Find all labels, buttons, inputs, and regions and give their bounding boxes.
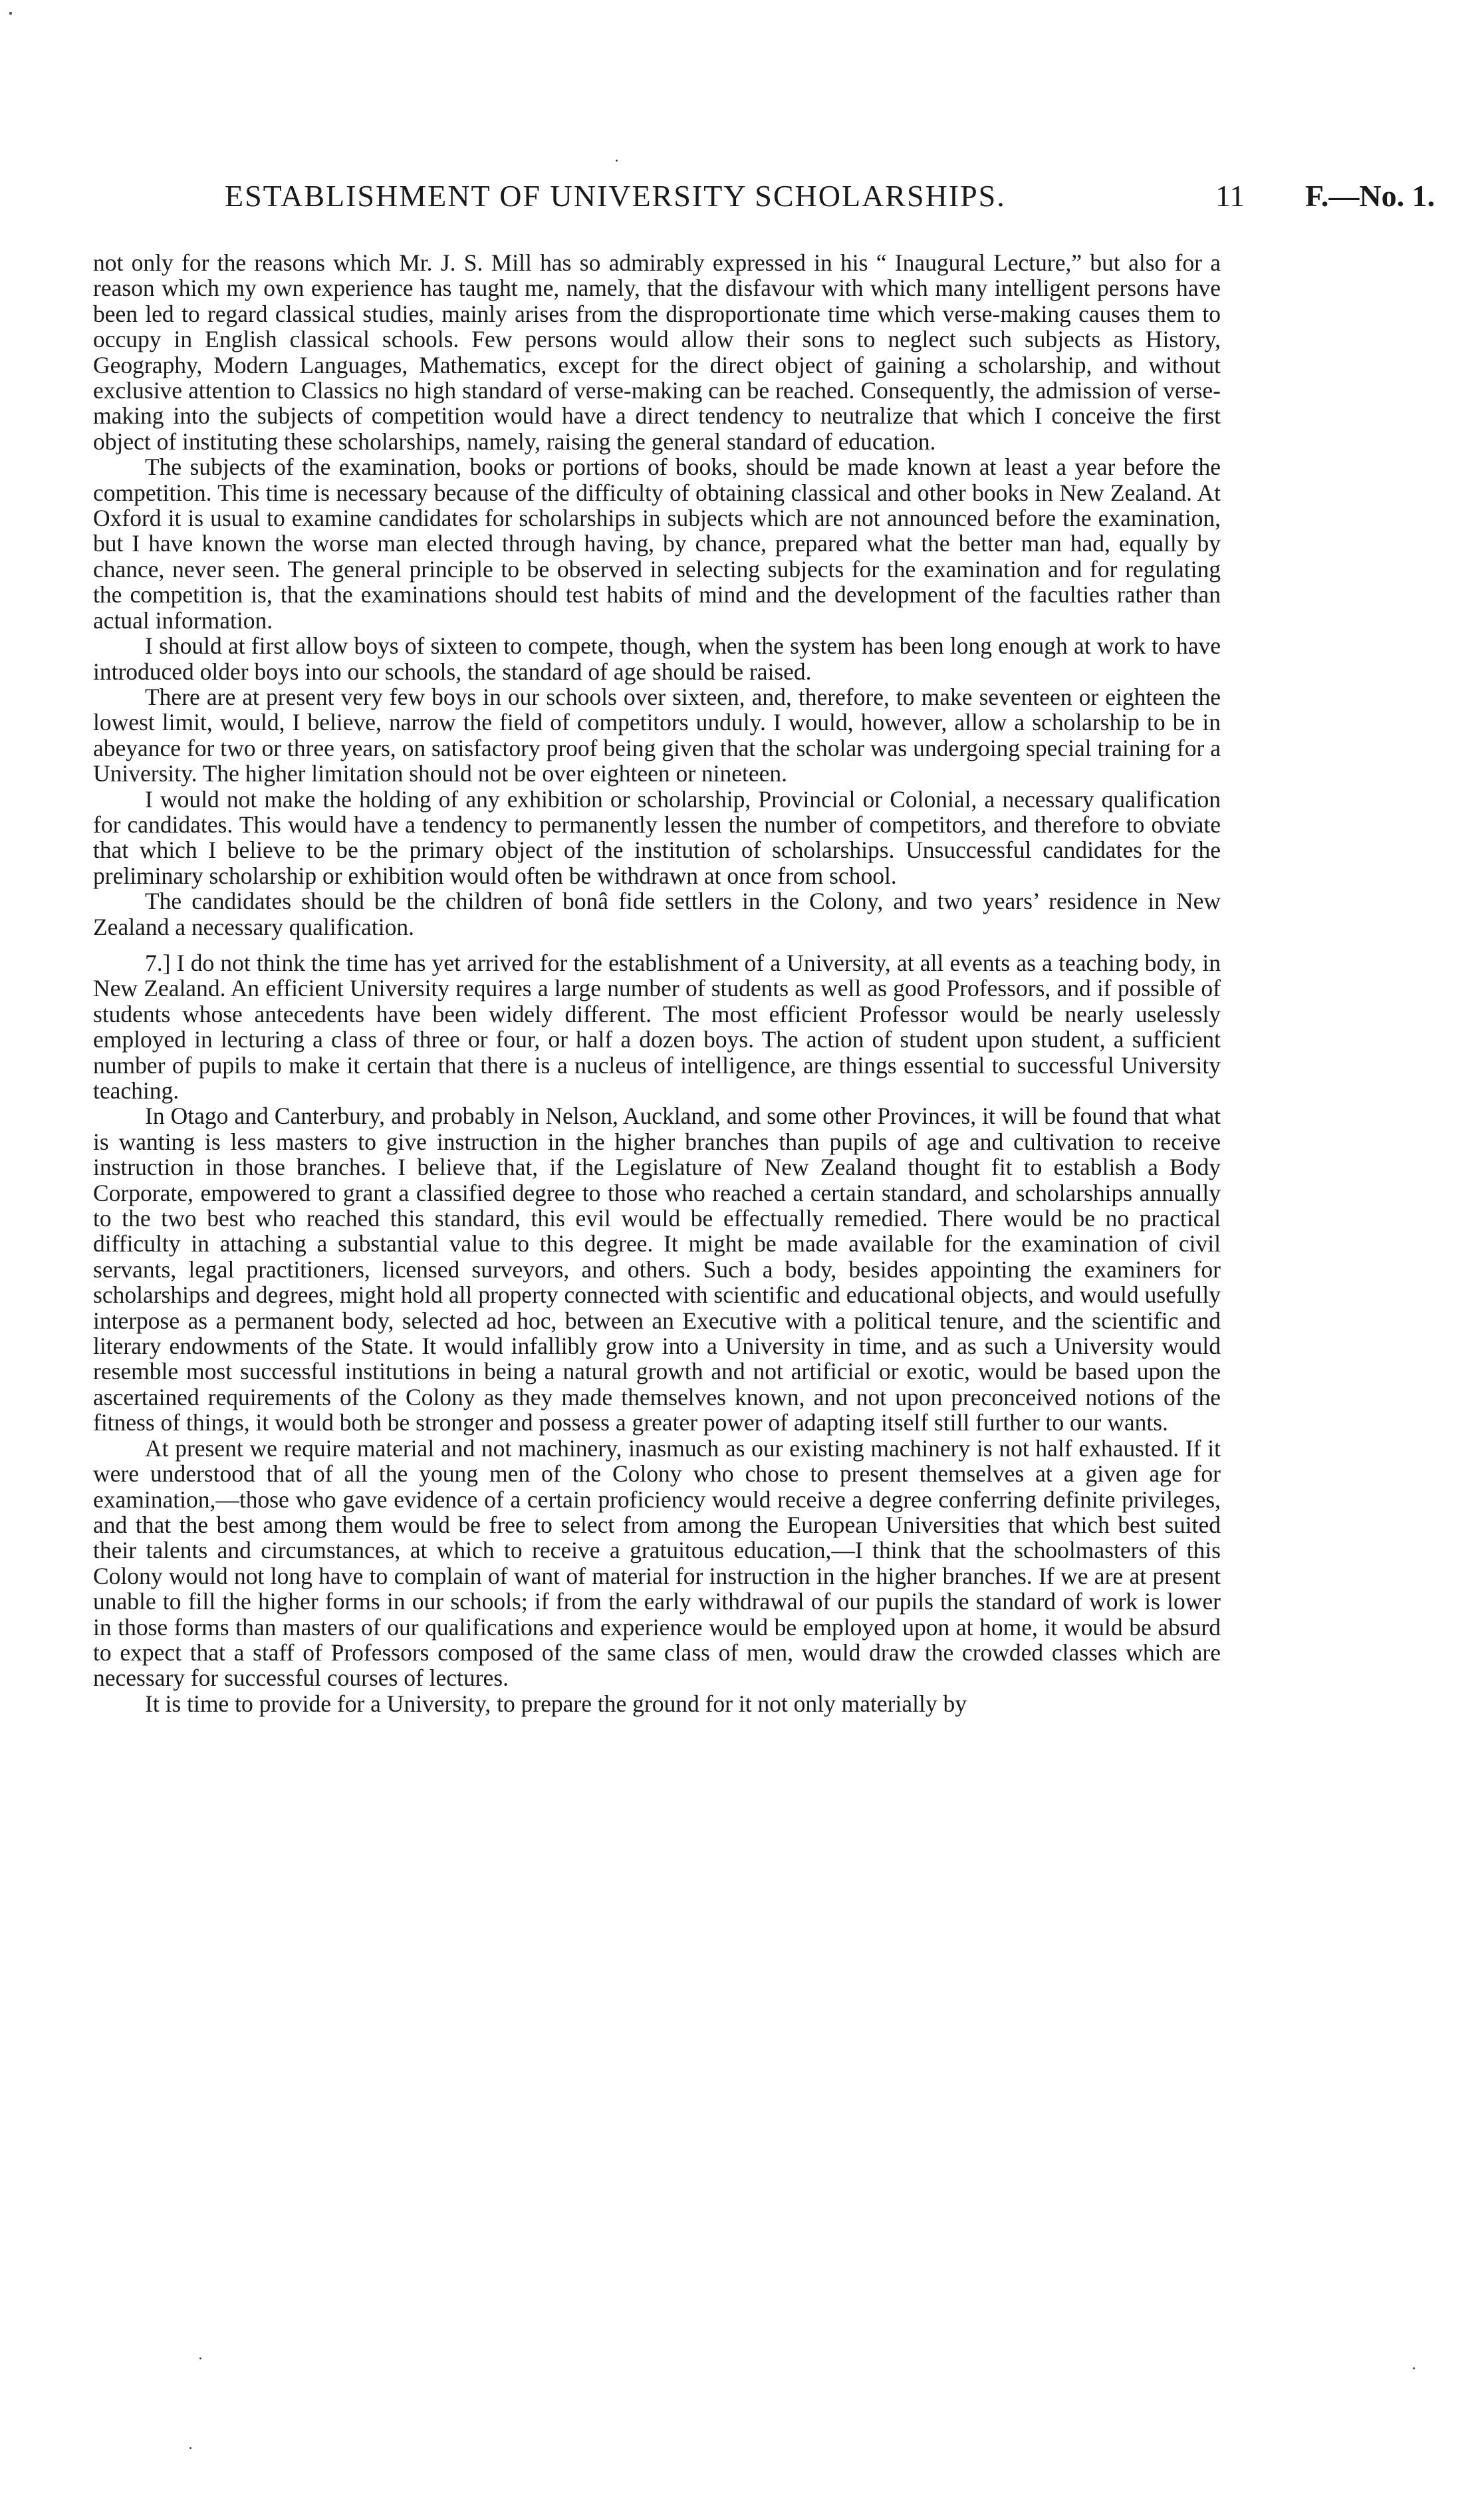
document-reference: F.—No. 1.: [1305, 179, 1435, 213]
paragraph: At present we require material and not machinery, inasmuch as our existing machinery is not half exhausted. If it were understood that of all the young men of the Colony who chose to present themselves at a given age for examination,—those who gave evidence of a certain proficiency would receive a degree conferring definite privileges, and that the best among them would be free to select from among the European Universities that which best suited their talents and circumstances, at which to receive a gratuitous education,—I think that the schoolmasters of this Colony would not long have to complain of want of material for instruction in the higher branches. If we are at present unable to fill the higher forms in our schools; if from the early withdrawal of our pupils the standard of work is lower in those forms than masters of our qualifications and experience would be employed upon at home, it would be absurd to expect that a staff of Professors composed of the same class of men, would draw the crowded classes which are necessary for successful courses of lectures.: [93, 1434, 1221, 1692]
paragraph: There are at present very few boys in our schools over sixteen, and, therefore, to make seventeen or eighteen the lowest limit, would, I believe, narrow the field of competitors unduly. I would, however, allow a scholarship to be in abeyance for two or three years, on satisfactory proof being given that the scholar was undergoing special training for a University. The higher limitation should not be over eighteen or nineteen.: [93, 683, 1221, 787]
paragraph: It is time to provide for a University, to prepare the ground for it not only materially by: [145, 1690, 967, 1717]
paragraph-section-7: 7.] I do not think the time has yet arrived for the establishment of a University, at all events as a teaching body, in New Zealand. An efficient University requires a large number of students as well as good Professors, and if possible of students whose antecedents have been widely different. The most efficient Professor would be nearly uselessly employed in lecturing a class of three or four, or half a dozen boys. The action of student upon student, a sufficient number of pupils to make it certain that there is a nucleus of intelligence, are things essential to successful University teaching.: [93, 949, 1221, 1104]
margin-speck: [1413, 2367, 1415, 2369]
margin-speck: [189, 2447, 191, 2449]
margin-speck: [199, 2357, 201, 2359]
margin-speck: [616, 160, 618, 162]
body-text: [93, 250, 1221, 1716]
running-header: [93, 178, 1435, 218]
margin-speck: [9, 12, 12, 15]
paragraph: not only for the reasons which Mr. J. S. Mill has so admirably expressed in his “ Inaugural Lecture,” but also for a reason which my own experience has taught me, namely, that the disfavour with which many intelligent persons have been led to regard classical studies, mainly arises from the disproportionate time which verse-making causes them to occupy in English classical schools. Few persons would allow their sons to neglect such subjects as History, Geography, Modern Languages, Mathematics, except for the direct object of gaining a scholarship, and without exclusive attention to Classics no high standard of verse-making can be reached. Consequently, the admission of verse-making into the subjects of competition would have a direct tendency to neutralize that which I conceive the first object of instituting these scholarships, namely, raising the general standard of education.: [93, 249, 1221, 455]
paragraph: I should at first allow boys of sixteen to compete, though, when the system has been long enough at work to have introduced older boys into our schools, the standard of age should be raised.: [93, 632, 1221, 685]
page-number: 11: [1215, 179, 1245, 213]
paragraph: In Otago and Canterbury, and probably in Nelson, Auckland, and some other Provinces, it will be found that what is wanting is less masters to give instruction in the higher branches than pupils of age and cultivation to receive instruction in those branches. I believe that, if the Legislature of New Zealand thought fit to establish a Body Corporate, empowered to grant a classified degree to those who reached a certain standard, and scholarships annually to the two best who reached this standard, this evil would be effectually remedied. There would be no practical difficulty in attaching a substantial value to this degree. It might be made available for the examination of civil servants, legal practitioners, licensed surveyors, and others. Such a body, besides appointing the examiners for scholarships and degrees, might hold all property connected with scientific and educational objects, and would usefully interpose as a permanent body, selected ad hoc, between an Executive with a political tenure, and the scientific and literary endowments of the State. It would infallibly grow into a University in time, and as such a University would resemble most successful institutions in being a natural growth and not artificial or exotic, would be based upon the ascertained requirements of the Colony as they made themselves known, and not upon preconceived notions of the fitness of things, it would both be stronger and possess a greater power of adapting itself still further to our wants.: [93, 1103, 1221, 1436]
paragraph: The subjects of the examination, books or portions of books, should be made known at least a year before the competition. This time is necessary because of the difficulty of obtaining classical and other books in New Zealand. At Oxford it is usual to examine candidates for scholarships in subjects which are not announced before the examination, but I have known the worse man elected through having, by chance, prepared what the better man had, equally by chance, never seen. The general principle to be observed in selecting subjects for the examination and for regulating the competition is, that the examinations should test habits of mind and the development of the faculties rather than actual information.: [93, 454, 1221, 634]
paragraph: I would not make the holding of any exhibition or scholarship, Provincial or Colonial, a necessary qualification for candidates. This would have a tendency to permanently lessen the number of competitors, and therefore to obviate that which I believe to be the primary object of the institution of scholarships. Unsuccessful candidates for the preliminary scholarship or exhibition would often be withdrawn at once from school.: [93, 785, 1221, 889]
page-title: ESTABLISHMENT OF UNIVERSITY SCHOLARSHIPS.: [225, 179, 1006, 213]
paragraph: The candidates should be the children of bonâ fide settlers in the Colony, and two years’ residence in New Zealand a necessary qualification.: [93, 888, 1221, 940]
